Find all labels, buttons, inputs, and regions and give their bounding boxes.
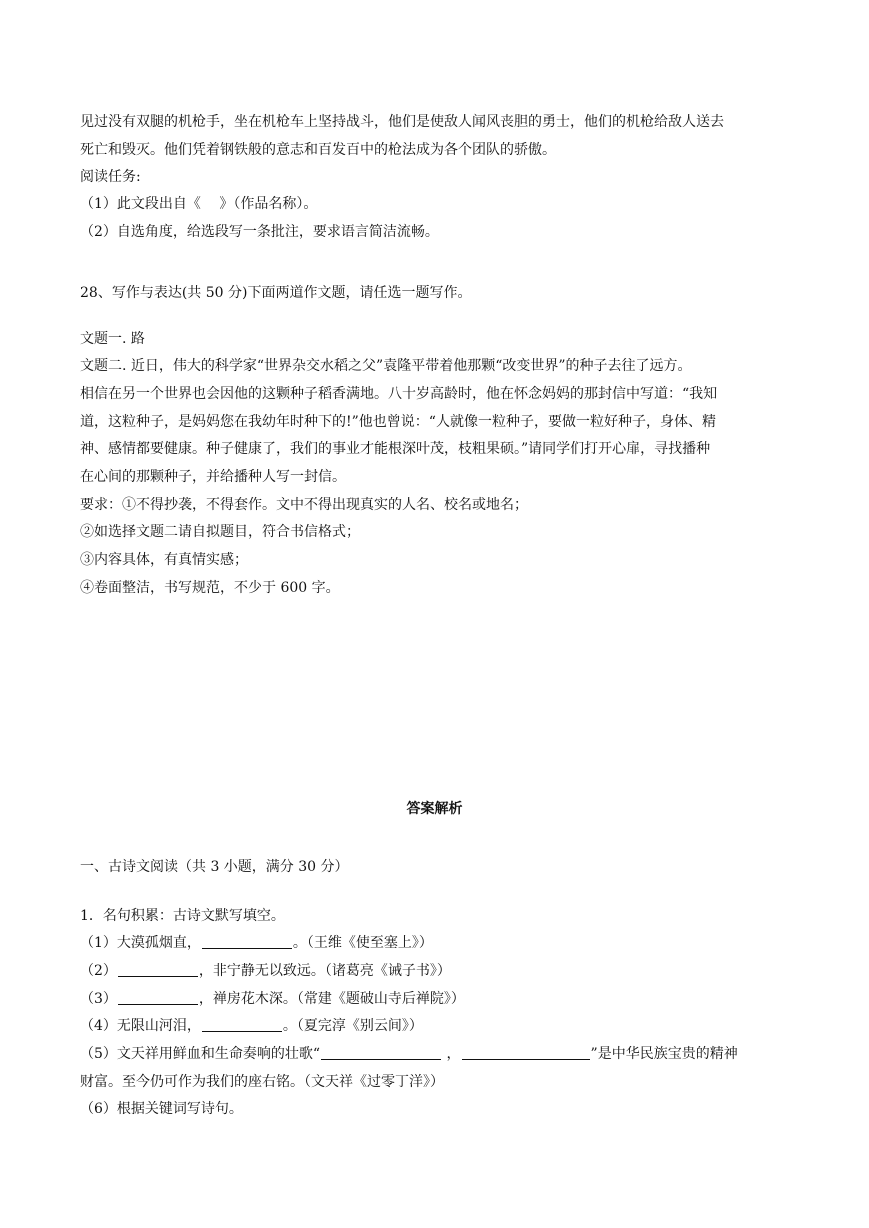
answer-blank[interactable] (202, 1016, 282, 1032)
fill-item: （4）无限山河泪， 。（夏完淳《别云间》） (80, 1018, 423, 1034)
writing-heading: 28、写作与表达(共 50 分)下面两道作文题，请任选一题写作。 (80, 285, 472, 301)
answer-title: 答案解析 (406, 801, 463, 817)
fill-item: （1）大漠孤烟直， 。（王维《使至塞上》） (80, 935, 433, 951)
writing-topic: 文题一. 路 (80, 331, 145, 347)
fill-item: （3） ，禅房花木深。（常建《题破山寺后禅院》） (80, 991, 465, 1007)
section-heading: 一、古诗文阅读（共 3 小题，满分 30 分） (80, 859, 349, 875)
passage-line: 死亡和毁灭。他们凭着钢铁般的意志和百发百中的枪法成为各个团队的骄傲。 (80, 142, 556, 158)
answer-blank[interactable] (118, 989, 198, 1005)
writing-topic: 道，这粒种子，是妈妈您在我幼年时种下的!”他也曾说：“人就像一粒种子，要做一粒好种子，身体、精 (80, 414, 716, 430)
reading-task-heading: 阅读任务: (80, 169, 141, 185)
writing-topic: 在心间的那颗种子，并给播种人写一封信。 (80, 469, 346, 485)
writing-topic: 相信在另一个世界也会因他的这颗种子稻香满地。八十岁高龄时，他在怀念妈妈的那封信中写道：“我知 (80, 386, 718, 402)
reading-question: （2）自选角度，给选段写一条批注，要求语言简洁流畅。 (80, 224, 439, 240)
fill-item: （5）文天祥用鲜血和生命奏响的壮歌“ ， ”是中华民族宝贵的精神 (80, 1046, 738, 1062)
fill-item: （6）根据关键词写诗句。 (80, 1101, 243, 1117)
writing-topic: 文题二. 近日，伟大的科学家“世界杂交水稻之父”袁隆平带着他那颗“改变世界”的种子去往了远方。 (80, 358, 692, 374)
writing-requirement: ④卷面整洁，书写规范，不少于 600 字。 (80, 580, 340, 596)
writing-topic: 神、感情都要健康。种子健康了，我们的事业才能根深叶茂，枝粗果硕。”请同学们打开心扉，寻找播种 (80, 441, 711, 457)
fill-item: （2） ，非宁静无以致远。（诸葛亮《诫子书》） (80, 963, 451, 979)
writing-requirement: ②如选择文题二请自拟题目，符合书信格式； (80, 524, 360, 540)
question-heading: 1．名句积累：古诗文默写填空。 (80, 908, 285, 924)
answer-blank[interactable] (118, 961, 198, 977)
passage-line: 见过没有双腿的机枪手，坐在机枪车上坚持战斗，他们是使敌人闻风丧胆的勇士，他们的机枪给敌人送去 (80, 114, 724, 130)
answer-blank[interactable] (202, 933, 292, 949)
writing-requirement: 要求：①不得抄袭，不得套作。文中不得出现真实的人名、校名或地名； (80, 497, 528, 513)
reading-question: （1）此文段出自《 》（作品名称）。 (80, 196, 318, 212)
fill-item-continued: 财富。至今仍可作为我们的座右铭。（文天祥《过零丁洋》） (80, 1074, 444, 1090)
answer-blank[interactable] (462, 1044, 590, 1060)
answer-blank[interactable] (321, 1044, 441, 1060)
writing-requirement: ③内容具体，有真情实感； (80, 552, 248, 568)
